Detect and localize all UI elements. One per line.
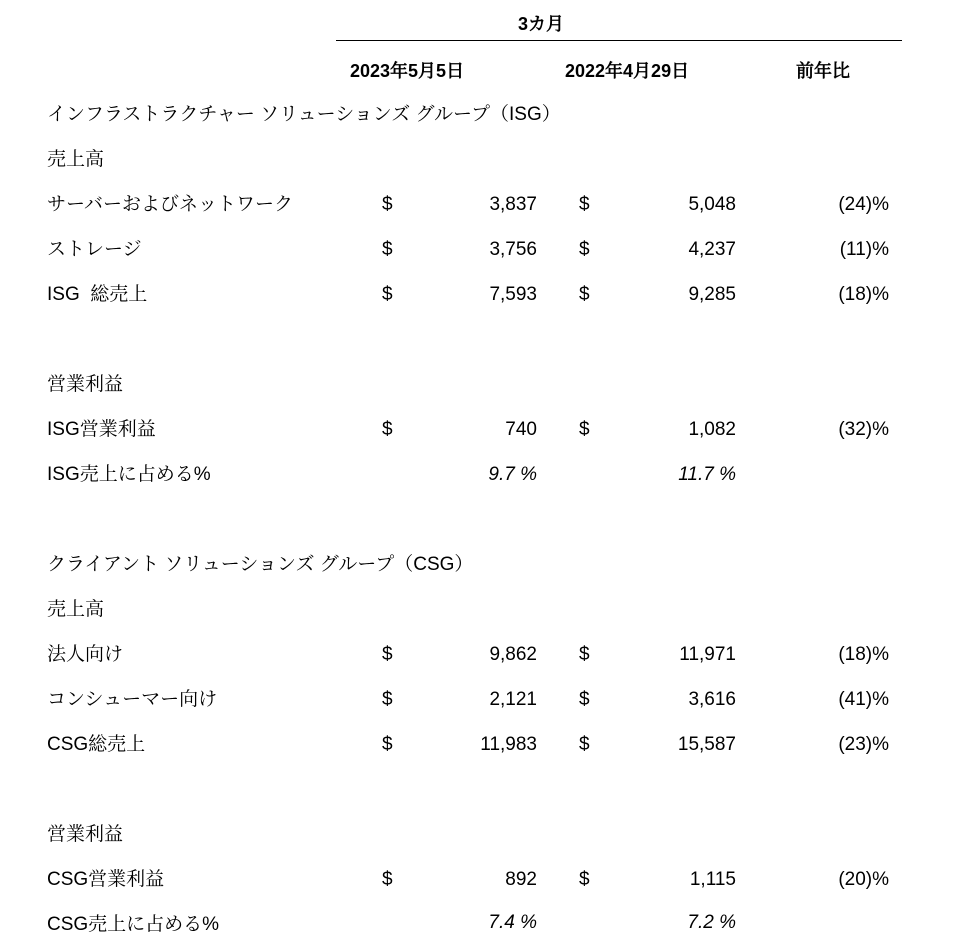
value-2023: 892 (505, 869, 537, 890)
period-header: 3カ月 (518, 14, 565, 34)
yoy-change: (18)% (838, 644, 889, 665)
value-2023: 3,756 (489, 239, 537, 260)
isg-section-title: インフラストラクチャー ソリューションズ グループ（ISG） (47, 104, 561, 125)
value-2022: 5,048 (688, 194, 736, 215)
isg-revenue-heading: 売上高 (47, 149, 105, 170)
currency-symbol: $ (382, 194, 393, 215)
header-rule (336, 40, 902, 41)
margin-2023: 7.4 % (488, 912, 537, 933)
yoy-change: (11)% (839, 239, 889, 260)
value-2022: 15,587 (677, 734, 736, 755)
value-2022: 9,285 (688, 284, 736, 305)
margin-2022: 7.2 % (687, 912, 736, 933)
value-2023: 11,983 (480, 734, 537, 755)
csg-revenue-heading: 売上高 (47, 599, 105, 620)
value-2022: 11,971 (679, 644, 736, 665)
currency-symbol: $ (579, 194, 590, 215)
row-label: ISG売上に占める% (47, 464, 211, 485)
column-header-2023: 2023年5月5日 (350, 61, 465, 81)
currency-symbol: $ (579, 689, 590, 710)
margin-2023: 9.7 % (488, 464, 537, 485)
row-label: ISG営業利益 (47, 419, 156, 440)
row-label: 法人向け (47, 644, 124, 665)
row-label: サーバーおよびネットワーク (47, 194, 294, 215)
currency-symbol: $ (579, 734, 590, 755)
currency-symbol: $ (382, 239, 393, 260)
column-header-yoy: 前年比 (796, 61, 850, 81)
row-label: CSG売上に占める% (47, 914, 220, 935)
yoy-change: (32)% (838, 419, 889, 440)
value-2023: 3,837 (489, 194, 537, 215)
currency-symbol: $ (382, 284, 393, 305)
yoy-change: (41)% (838, 689, 889, 710)
row-label: ISG 総売上 (47, 284, 148, 305)
value-2023: 2,121 (489, 689, 537, 710)
row-label: コンシューマー向け (47, 689, 218, 710)
currency-symbol: $ (382, 419, 393, 440)
row-label: CSG総売上 (47, 734, 146, 755)
yoy-change: (18)% (838, 284, 889, 305)
yoy-change: (23)% (838, 734, 889, 755)
value-2023: 9,862 (489, 644, 537, 665)
currency-symbol: $ (579, 284, 590, 305)
currency-symbol: $ (382, 644, 393, 665)
value-2022: 3,616 (688, 689, 736, 710)
value-2023: 740 (505, 419, 537, 440)
currency-symbol: $ (382, 689, 393, 710)
value-2023: 7,593 (489, 284, 537, 305)
currency-symbol: $ (579, 644, 590, 665)
currency-symbol: $ (382, 734, 393, 755)
currency-symbol: $ (382, 869, 393, 890)
csg-operating-income-heading: 営業利益 (47, 824, 124, 845)
yoy-change: (24)% (838, 194, 889, 215)
currency-symbol: $ (579, 239, 590, 260)
currency-symbol: $ (579, 869, 590, 890)
csg-section-title: クライアント ソリューションズ グループ（CSG） (47, 554, 474, 575)
value-2022: 1,115 (689, 869, 736, 890)
column-header-2022: 2022年4月29日 (565, 61, 690, 81)
value-2022: 4,237 (688, 239, 736, 260)
yoy-change: (20)% (838, 869, 889, 890)
margin-2022: 11.7 % (678, 464, 736, 485)
currency-symbol: $ (579, 419, 590, 440)
isg-operating-income-heading: 営業利益 (47, 374, 124, 395)
row-label: ストレージ (47, 239, 142, 260)
row-label: CSG営業利益 (47, 869, 165, 890)
value-2022: 1,082 (688, 419, 736, 440)
